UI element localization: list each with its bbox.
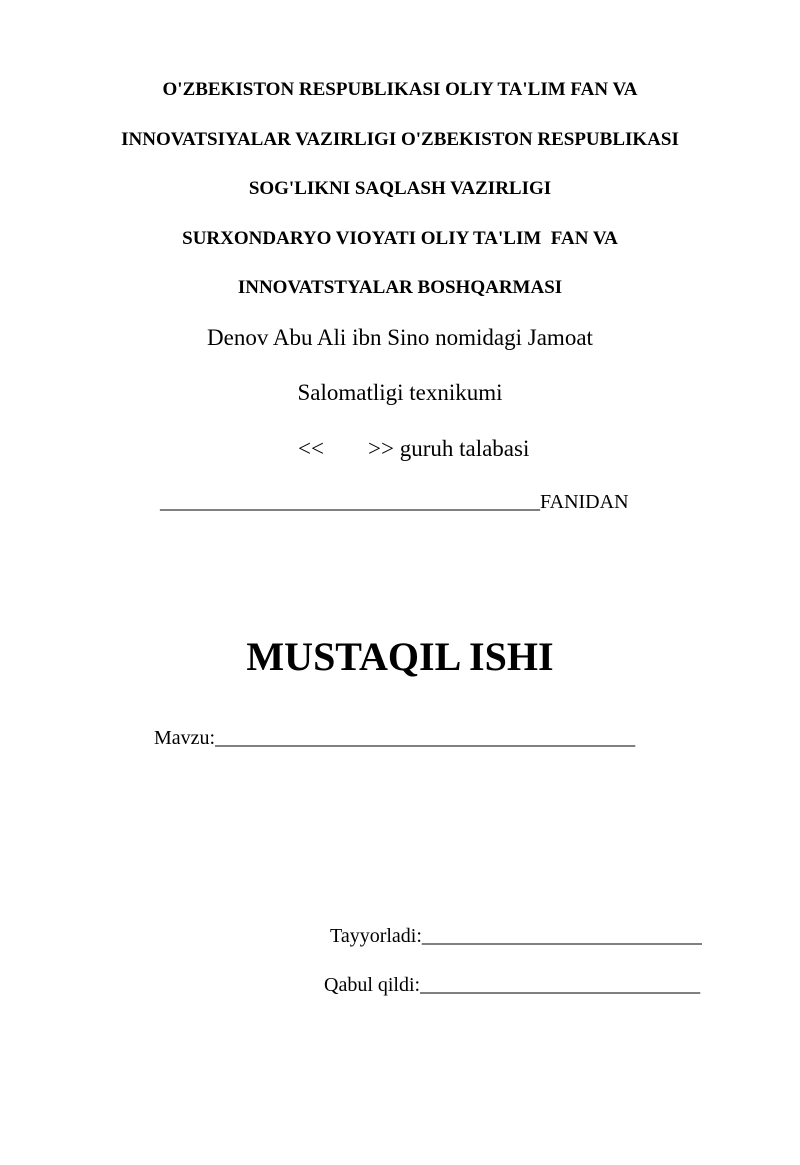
prepared-by-label: Tayyorladi:	[330, 925, 422, 947]
ministry-header-line-2: INNOVATSIYALAR VAZIRLIGI O'ZBEKISTON RESPUBLIKASI	[121, 129, 679, 150]
accepted-by-blank: ____________________________	[420, 974, 701, 996]
topic-label: Mavzu:	[154, 727, 216, 749]
prepared-by-line	[330, 926, 702, 946]
accepted-by-line	[324, 975, 700, 995]
regional-header-line-2: INNOVATSTYALAR BOSHQARMASI	[237, 277, 563, 298]
regional-header-line-1: SURXONDARYO VIOYATI OLIY TA'LIM FAN VA	[182, 228, 618, 249]
ministry-header-line-3: SOG'LIKNI SAQLASH VAZIRLIGI	[248, 178, 552, 199]
subject-line	[160, 492, 629, 512]
topic-line	[154, 728, 635, 748]
group-open-brackets: <<	[298, 436, 324, 461]
institution-line-2: Salomatligi texnikumi	[297, 380, 503, 405]
subject-label: FANIDAN	[540, 491, 629, 513]
topic-blank: __________________________________________	[215, 727, 636, 749]
prepared-by-blank: ____________________________	[421, 925, 702, 947]
group-student-label: >> guruh talabasi	[368, 436, 530, 461]
document-title: MUSTAQIL ISHI	[246, 634, 554, 679]
institution-line-1: Denov Abu Ali ibn Sino nomidagi Jamoat	[207, 325, 593, 350]
accepted-by-label: Qabul qildi:	[324, 974, 421, 996]
subject-blank: ______________________________________	[160, 491, 540, 513]
ministry-header-line-1: O'ZBEKISTON RESPUBLIKASI OLIY TA'LIM FAN VA	[162, 79, 638, 100]
